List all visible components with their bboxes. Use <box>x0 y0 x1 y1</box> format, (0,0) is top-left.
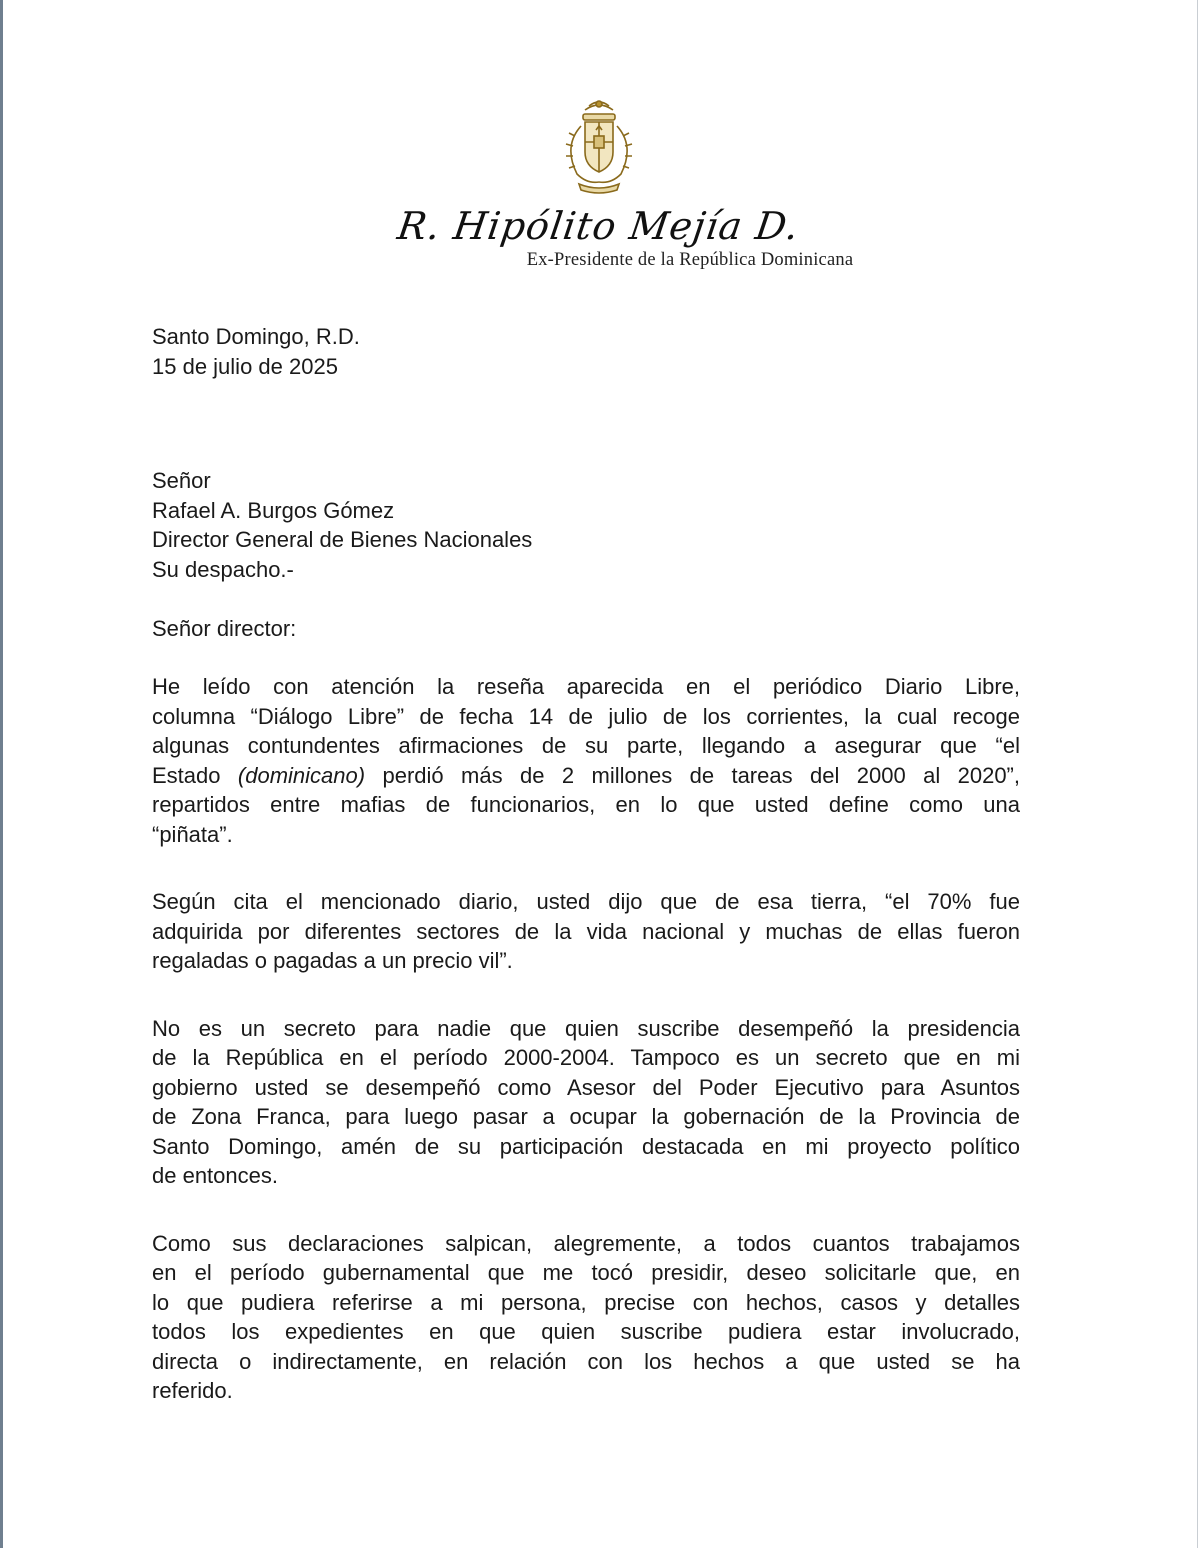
recipient-block <box>152 466 532 584</box>
paragraph-line: “piñata”. <box>152 821 233 847</box>
paragraph-line: algunas contundentes afirmaciones de su parte, llegando a asegurar que “el <box>152 733 1020 758</box>
paragraph-line <box>152 761 1020 791</box>
place: Santo Domingo, R.D. <box>152 324 360 349</box>
paragraph-line: columna “Diálogo Libre” de fecha 14 de julio de los corrientes, la cual recoge <box>152 703 1020 729</box>
paragraph-line: Santo Domingo, amén de su participación destacada en mi proyecto político <box>152 1133 1020 1159</box>
paragraph-line: directa o indirectamente, en relación con los hechos a que usted se ha <box>152 1348 1020 1374</box>
paragraph-line: No es un secreto para nadie que quien suscribe desempeñó la presidencia <box>152 1015 1020 1041</box>
letterhead-subtitle: Ex-Presidente de la República Dominicana <box>526 250 854 270</box>
paragraph-line: Como sus declaraciones salpican, alegremente, a todos cuantos trabajamos <box>152 1230 1020 1256</box>
paragraph-line: en el período gubernamental que me tocó presidir, deseo solicitarle que, en <box>152 1260 1020 1285</box>
italic-text-run: (dominicano) <box>237 762 366 788</box>
paragraph-3 <box>152 1014 1020 1191</box>
paragraph-line: de la República en el período 2000-2004. Tampoco es un secreto que en mi <box>152 1045 1020 1070</box>
paragraph-line: repartidos entre mafias de funcionarios, en lo que usted define como una <box>152 792 1020 817</box>
letter-body <box>152 672 1020 1444</box>
paragraph-line: gobierno usted se desempeñó como Asesor del Poder Ejecutivo para Asuntos <box>152 1074 1020 1100</box>
recipient-title: Señor <box>152 468 211 493</box>
paragraph-line: todos los expedientes en que quien suscribe pudiera estar involucrado, <box>152 1319 1020 1344</box>
paragraph-line: Según cita el mencionado diario, usted dijo que de esa tierra, “el 70% fue <box>152 889 1020 914</box>
text-run: perdió más de 2 millones de tareas del 2000 al 2020”, <box>365 762 1021 788</box>
letterhead <box>0 96 1198 271</box>
coat-of-arms-seal-icon <box>551 96 647 196</box>
recipient-position: Director General de Bienes Nacionales <box>152 527 533 552</box>
paragraph-line: lo que pudiera referirse a mi persona, precise con hechos, casos y detalles <box>152 1289 1020 1315</box>
paragraph-2 <box>152 887 1020 976</box>
recipient-office: Su despacho.- <box>152 556 294 582</box>
recipient-name: Rafael A. Burgos Gómez <box>152 497 395 523</box>
date: 15 de julio de 2025 <box>152 353 338 379</box>
paragraph-line: de Zona Franca, para luego pasar a ocupar la gobernación de la Provincia de <box>152 1104 1020 1129</box>
paragraph-4 <box>152 1229 1020 1406</box>
paragraph-line: referido. <box>152 1378 233 1403</box>
paragraph-1 <box>152 672 1020 849</box>
salutation: Señor director: <box>152 616 297 641</box>
text-run: Estado <box>152 762 238 788</box>
paragraph-line: adquirida por diferentes sectores de la vida nacional y muchas de ellas fueron <box>152 918 1020 944</box>
paragraph-line: He leído con atención la reseña aparecida en el periódico Diario Libre, <box>152 674 1020 699</box>
place-and-date <box>152 322 360 381</box>
paragraph-line: regaladas o pagadas a un precio vil”. <box>152 948 513 973</box>
paragraph-line: de entonces. <box>152 1163 278 1188</box>
letterhead-name: R. Hipólito Mejía D. <box>395 204 803 248</box>
